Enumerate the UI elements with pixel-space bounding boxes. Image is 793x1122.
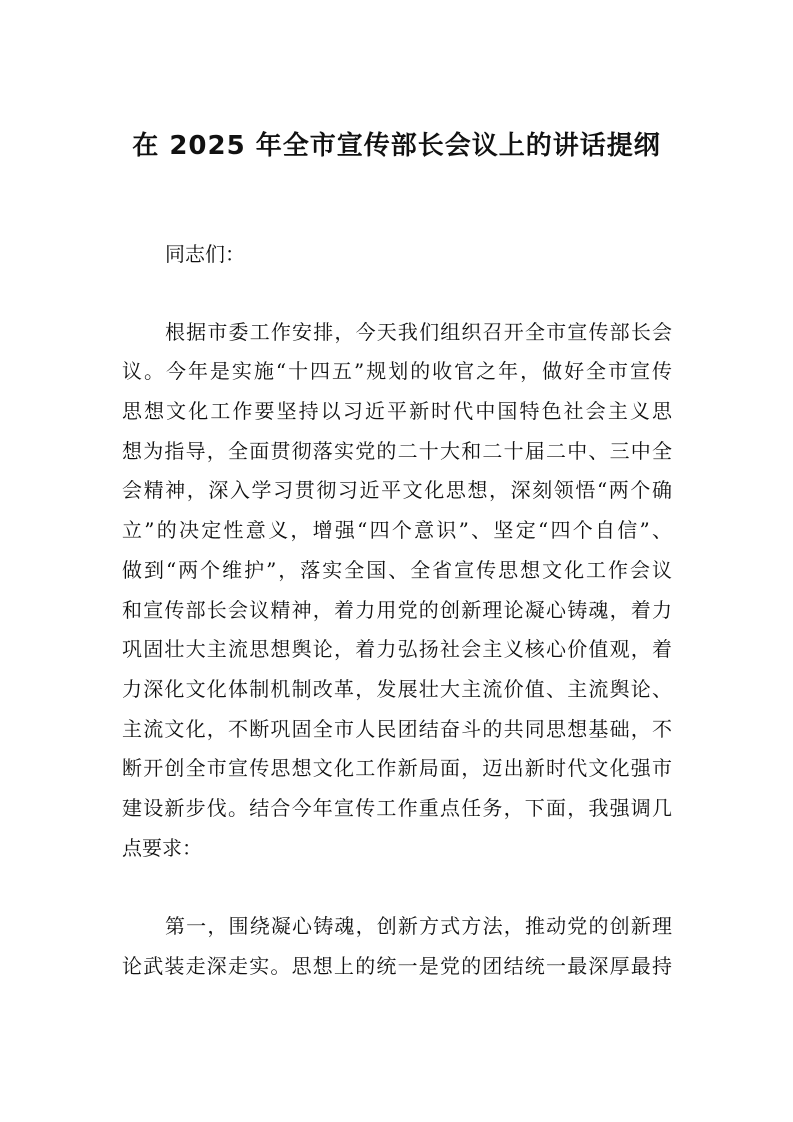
paragraph-1-line: 会精神，深入学习贯彻习近平文化思想，深刻领悟“两个确	[122, 478, 672, 502]
paragraph-1-line: 主流文化，不断巩固全市人民团结奋斗的共同思想基础，不	[122, 717, 672, 741]
paragraph-2-line: 第一，围绕凝心铸魂，创新方式方法，推动党的创新理	[165, 914, 672, 938]
salutation: 同志们：	[165, 242, 245, 266]
paragraph-1-line: 思想文化工作要坚持以习近平新时代中国特色社会主义思	[122, 399, 672, 423]
paragraph-1-line: 根据市委工作安排，今天我们组织召开全市宣传部长会	[165, 320, 672, 344]
paragraph-1-line: 建设新步伐。结合今年宣传工作重点任务，下面，我强调几	[122, 796, 672, 820]
paragraph-1-line: 断开创全市宣传思想文化工作新局面，迈出新时代文化强市	[122, 756, 672, 780]
paragraph-1-line: 和宣传部长会议精神，着力用党的创新理论凝心铸魂，着力	[122, 598, 672, 622]
paragraph-1-line: 点要求：	[122, 836, 202, 860]
paragraph-1-line: 议。今年是实施“十四五”规划的收官之年，做好全市宣传	[122, 359, 672, 383]
document-title: 在 2025 年全市宣传部长会议上的讲话提纲	[132, 131, 661, 161]
paragraph-2-line: 论武装走深走实。思想上的统一是党的团结统一最深厚最持	[122, 954, 672, 978]
paragraph-1-line: 立”的决定性意义，增强“四个意识”、坚定“四个自信”、	[122, 518, 672, 542]
paragraph-1-line: 力深化文化体制机制改革，发展壮大主流价值、主流舆论、	[122, 677, 672, 701]
paragraph-1-line: 想为指导，全面贯彻落实党的二十大和二十届二中、三中全	[122, 439, 672, 463]
paragraph-1-line: 做到“两个维护”，落实全国、全省宣传思想文化工作会议	[122, 558, 672, 582]
paragraph-1-line: 巩固壮大主流思想舆论，着力弘扬社会主义核心价值观，着	[122, 637, 672, 661]
